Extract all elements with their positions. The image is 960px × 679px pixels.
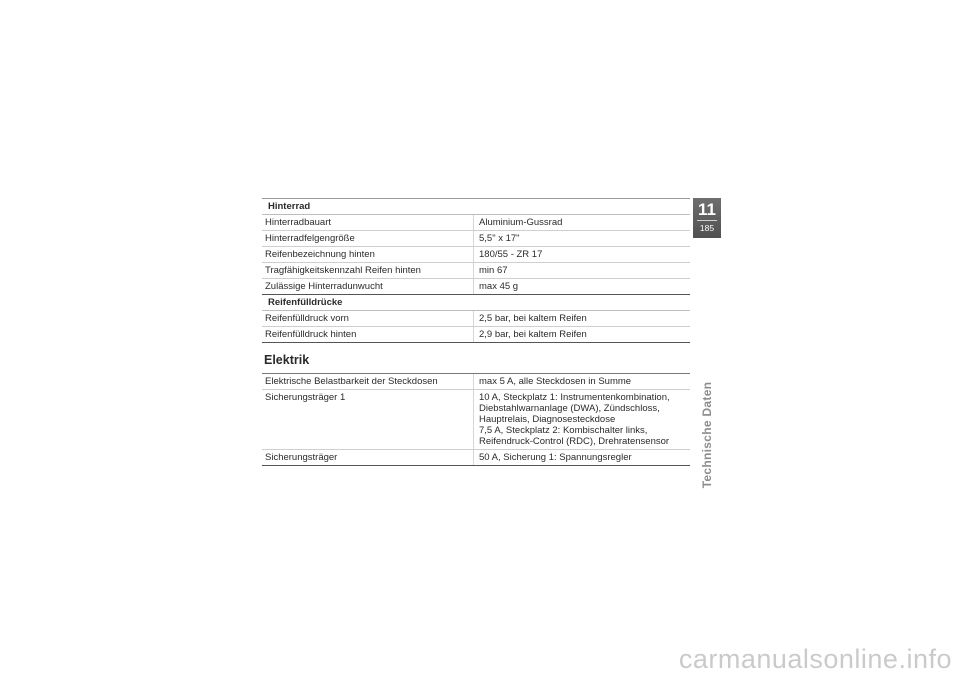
row-label: Reifenbezeichnung hinten: [262, 247, 474, 263]
table-row: [262, 450, 690, 466]
table-section-header: [262, 199, 690, 215]
table-row: [262, 247, 690, 263]
row-label: Sicherungsträger 1: [262, 390, 474, 450]
chapter-title-text: Technische Daten: [700, 381, 714, 489]
hinterrad-table: [262, 198, 690, 343]
row-value: 10 A, Steckplatz 1: Instrumentenkombination, Diebstahlwarnanlage (DWA), Zündschloss, Hauptrelais, Diagnosesteckdose 7,5 A, Steckplatz 2: Kombischalter links, Reifendruck-Control (RDC), Drehratensensor: [474, 390, 691, 450]
table-row: [262, 390, 690, 450]
table-row: [262, 231, 690, 247]
table-row: [262, 311, 690, 327]
elektrik-heading: Elektrik: [264, 353, 310, 367]
row-label: Zulässige Hinterradunwucht: [262, 279, 474, 295]
row-label: Hinterradfelgengröße: [262, 231, 474, 247]
table-row: [262, 374, 690, 390]
spec-content: [262, 198, 690, 466]
table-section-header: [262, 295, 690, 311]
row-value: max 5 A, alle Steckdosen in Summe: [474, 374, 691, 390]
page-number: 185: [699, 223, 715, 233]
row-value: min 67: [474, 263, 691, 279]
row-label: Hinterradbauart: [262, 215, 474, 231]
reifenfuelldruecke-title: Reifenfülldrücke: [262, 295, 690, 311]
table-row: [262, 279, 690, 295]
row-value: 5,5" x 17": [474, 231, 691, 247]
table-row: [262, 263, 690, 279]
watermark-text: carmanualsonline.info: [678, 644, 952, 674]
row-value: 50 A, Sicherung 1: Spannungsregler: [474, 450, 691, 466]
row-label: Elektrische Belastbarkeit der Steckdosen: [262, 374, 474, 390]
row-value: max 45 g: [474, 279, 691, 295]
table-row: [262, 327, 690, 343]
row-value: 2,5 bar, bei kaltem Reifen: [474, 311, 691, 327]
row-value: 2,9 bar, bei kaltem Reifen: [474, 327, 691, 343]
chapter-badge: [693, 198, 721, 238]
elektrik-table: [262, 373, 690, 466]
table-row: [262, 215, 690, 231]
chapter-number: 11: [698, 200, 716, 219]
row-value: Aluminium-Gussrad: [474, 215, 691, 231]
chapter-side-title: [700, 380, 714, 490]
row-label: Sicherungsträger: [262, 450, 474, 466]
hinterrad-title: Hinterrad: [262, 199, 690, 215]
row-value: 180/55 - ZR 17: [474, 247, 691, 263]
row-label: Reifenfülldruck vorn: [262, 311, 474, 327]
row-label: Tragfähigkeitskennzahl Reifen hinten: [262, 263, 474, 279]
row-label: Reifenfülldruck hinten: [262, 327, 474, 343]
